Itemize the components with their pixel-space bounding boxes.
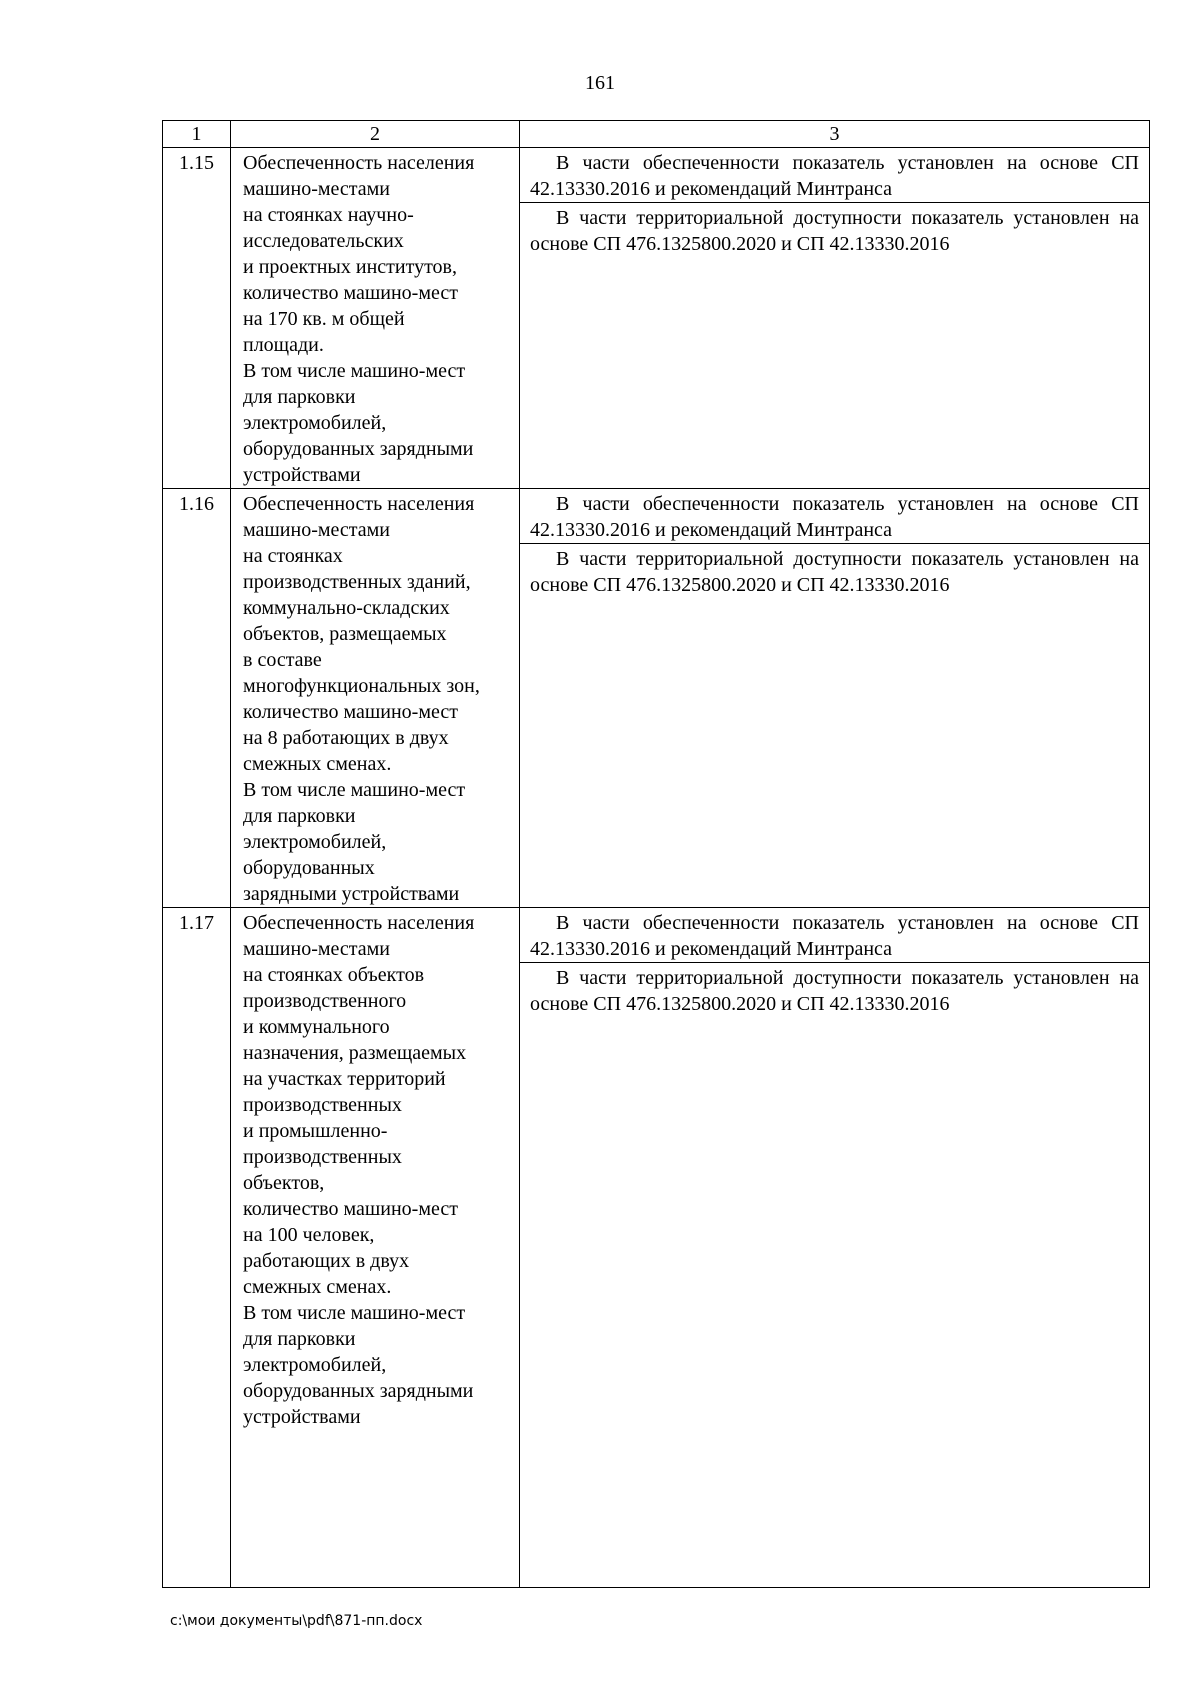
table-row: [163, 148, 1150, 489]
file-path-footer: c:\мои документы\pdf\871-пп.docx: [170, 1613, 423, 1629]
header-col-1: 1: [163, 121, 231, 148]
header-col-2: 2: [231, 121, 520, 148]
row-notes: [520, 489, 1150, 908]
standards-table: [162, 120, 1150, 1588]
table-header-row: [163, 121, 1150, 148]
row-description: Обеспеченность населения машино-местами на стоянках производственных зданий, коммунально-складских объектов, размещаемых в составе многофункциональных зон, количество машино-мест на 8 работающих в двух смежных сменах. В том числе машино-мест для парковки электромобилей, оборудованных зарядными устройствами: [231, 489, 520, 908]
row-number: 1.15: [163, 148, 231, 489]
note-provision: В части обеспеченности показатель установлен на основе СП 42.13330.2016 и рекомендаций Минтранса: [530, 912, 1139, 960]
row-notes: [520, 908, 1150, 1588]
note-accessibility: В части территориальной доступности показатель установлен на основе СП 476.1325800.2020 и СП 42.13330.2016: [520, 202, 1149, 257]
row-notes: [520, 148, 1150, 489]
header-col-3: 3: [520, 121, 1150, 148]
note-accessibility: В части территориальной доступности показатель установлен на основе СП 476.1325800.2020 и СП 42.13330.2016: [520, 962, 1149, 1017]
note-provision: В части обеспеченности показатель установлен на основе СП 42.13330.2016 и рекомендаций Минтранса: [530, 493, 1139, 541]
row-description: Обеспеченность населения машино-местами на стоянках научно- исследовательских и проектных институтов, количество машино-мест на 170 кв. м общей площади. В том числе машино-мест для парковки электромобилей, оборудованных зарядными устройствами: [231, 148, 520, 489]
row-description: Обеспеченность населения машино-местами на стоянках объектов производственного и коммунального назначения, размещаемых на участках территорий производственных и промышленно- производственных объектов, количество машино-мест на 100 человек, работающих в двух смежных сменах. В том числе машино-мест для парковки электромобилей, оборудованных зарядными устройствами: [231, 908, 520, 1588]
row-number: 1.16: [163, 489, 231, 908]
page-number: 161: [585, 72, 615, 94]
table-row: [163, 489, 1150, 908]
note-provision: В части обеспеченности показатель установлен на основе СП 42.13330.2016 и рекомендаций Минтранса: [530, 152, 1139, 200]
row-number: 1.17: [163, 908, 231, 1588]
table-row: [163, 908, 1150, 1588]
note-accessibility: В части территориальной доступности показатель установлен на основе СП 476.1325800.2020 и СП 42.13330.2016: [520, 543, 1149, 598]
